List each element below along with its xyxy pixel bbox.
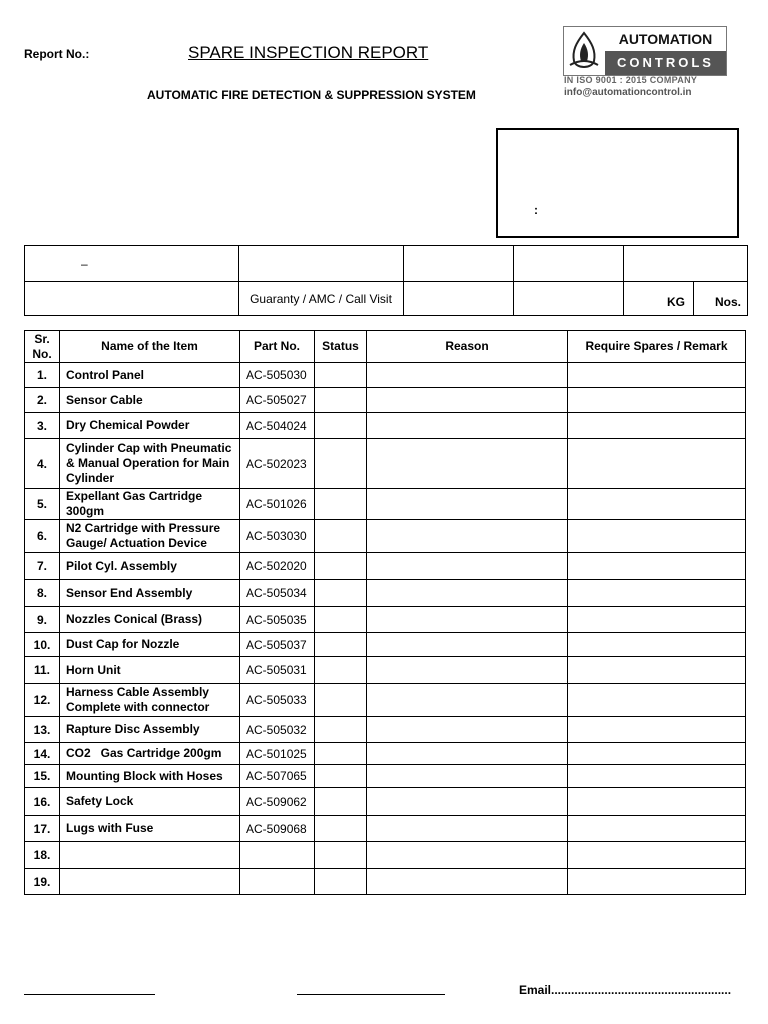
- reason-cell[interactable]: [367, 743, 568, 765]
- reason-cell[interactable]: [367, 553, 568, 580]
- part-no-cell: AC-503030: [240, 520, 315, 553]
- sr-no-cell: 6.: [25, 520, 60, 553]
- logo-email: info@automationcontrol.in: [564, 87, 692, 98]
- status-cell[interactable]: [315, 684, 367, 717]
- reason-cell[interactable]: [367, 788, 568, 816]
- remark-cell[interactable]: [568, 657, 746, 684]
- item-name-cell: Mounting Block with Hoses: [60, 765, 240, 788]
- table-row: [25, 520, 746, 553]
- nos-field[interactable]: Nos.: [694, 282, 748, 316]
- status-cell[interactable]: [315, 657, 367, 684]
- info-cell[interactable]: [514, 246, 624, 282]
- item-name-cell: Lugs with Fuse: [60, 816, 240, 842]
- status-cell[interactable]: [315, 607, 367, 633]
- part-no-cell[interactable]: [240, 869, 315, 895]
- table-row: [25, 816, 746, 842]
- reason-cell[interactable]: [367, 388, 568, 413]
- header-part-no: Part No.: [240, 331, 315, 363]
- remark-cell[interactable]: [568, 388, 746, 413]
- remark-cell[interactable]: [568, 580, 746, 607]
- remark-cell[interactable]: [568, 816, 746, 842]
- item-name-cell: Expellant Gas Cartridge 300gm: [60, 489, 240, 520]
- info-cell[interactable]: [239, 246, 404, 282]
- table-row: [25, 388, 746, 413]
- part-no-cell: AC-505031: [240, 657, 315, 684]
- table-row: [25, 765, 746, 788]
- status-cell[interactable]: [315, 765, 367, 788]
- item-name-cell: Cylinder Cap with Pneumatic & Manual Operation for Main Cylinder: [60, 439, 240, 489]
- part-no-cell: AC-502020: [240, 553, 315, 580]
- part-no-cell: AC-509068: [240, 816, 315, 842]
- part-no-cell: AC-505035: [240, 607, 315, 633]
- remark-cell[interactable]: [568, 553, 746, 580]
- status-cell[interactable]: [315, 743, 367, 765]
- status-cell[interactable]: [315, 816, 367, 842]
- header-status: Status: [315, 331, 367, 363]
- part-no-cell: AC-504024: [240, 413, 315, 439]
- table-row: [25, 553, 746, 580]
- header-reason: Reason: [367, 331, 568, 363]
- info-cell[interactable]: [404, 282, 514, 316]
- item-name-cell: Harness Cable Assembly Complete with connector: [60, 684, 240, 717]
- part-no-cell: AC-505037: [240, 633, 315, 657]
- item-name-cell: Safety Lock: [60, 788, 240, 816]
- item-name-cell: Horn Unit: [60, 657, 240, 684]
- status-cell[interactable]: [315, 388, 367, 413]
- sr-no-cell: 16.: [25, 788, 60, 816]
- info-cell[interactable]: [25, 246, 239, 282]
- sr-no-cell: 9.: [25, 607, 60, 633]
- remark-cell[interactable]: [568, 520, 746, 553]
- sr-no-cell: 19.: [25, 869, 60, 895]
- table-row: [25, 439, 746, 489]
- item-name-cell: Dry Chemical Powder: [60, 413, 240, 439]
- logo-iso-text: IN ISO 9001 : 2015 COMPANY: [564, 75, 698, 85]
- sr-no-cell: 1.: [25, 363, 60, 388]
- remark-cell[interactable]: [568, 439, 746, 489]
- reason-cell[interactable]: [367, 684, 568, 717]
- status-cell[interactable]: [315, 363, 367, 388]
- reason-cell[interactable]: [367, 363, 568, 388]
- reason-cell[interactable]: [367, 842, 568, 869]
- remark-cell[interactable]: [568, 743, 746, 765]
- table-row: [25, 743, 746, 765]
- header-item-name: Name of the Item: [60, 331, 240, 363]
- sr-no-cell: 8.: [25, 580, 60, 607]
- sr-no-cell: 14.: [25, 743, 60, 765]
- remark-cell[interactable]: [568, 413, 746, 439]
- remark-cell[interactable]: [568, 363, 746, 388]
- table-row: [25, 869, 746, 895]
- table-row: [25, 788, 746, 816]
- item-name-cell: Dust Cap for Nozzle: [60, 633, 240, 657]
- item-name-cell: CO2 Gas Cartridge 200gm: [60, 743, 240, 765]
- signature-line-left[interactable]: [24, 994, 155, 995]
- remark-cell[interactable]: [568, 869, 746, 895]
- status-cell[interactable]: [315, 633, 367, 657]
- remark-cell[interactable]: [568, 765, 746, 788]
- part-no-cell: AC-505033: [240, 684, 315, 717]
- part-no-cell[interactable]: [240, 842, 315, 869]
- remark-cell[interactable]: [568, 788, 746, 816]
- remark-cell[interactable]: [568, 842, 746, 869]
- part-no-cell: AC-509062: [240, 788, 315, 816]
- table-row: [25, 413, 746, 439]
- status-cell[interactable]: [315, 580, 367, 607]
- logo-frame: [563, 26, 727, 76]
- sr-no-cell: 15.: [25, 765, 60, 788]
- status-cell[interactable]: [315, 413, 367, 439]
- table-row: [25, 717, 746, 743]
- status-cell[interactable]: [315, 842, 367, 869]
- status-cell[interactable]: [315, 520, 367, 553]
- info-dash: –: [81, 256, 88, 271]
- reason-cell[interactable]: [367, 657, 568, 684]
- remark-cell[interactable]: [568, 633, 746, 657]
- info-box-colon: :: [534, 203, 538, 217]
- sr-no-cell: 10.: [25, 633, 60, 657]
- reason-cell[interactable]: [367, 869, 568, 895]
- item-name-cell: Rapture Disc Assembly: [60, 717, 240, 743]
- sr-no-cell: 12.: [25, 684, 60, 717]
- info-cell[interactable]: [514, 282, 624, 316]
- info-cell[interactable]: [404, 246, 514, 282]
- sr-no-cell: 7.: [25, 553, 60, 580]
- reason-cell[interactable]: [367, 633, 568, 657]
- kg-field[interactable]: KG: [624, 282, 694, 316]
- remark-cell[interactable]: [568, 684, 746, 717]
- status-cell[interactable]: [315, 439, 367, 489]
- table-row: [25, 607, 746, 633]
- sr-no-cell: 17.: [25, 816, 60, 842]
- report-no-label: Report No.:: [24, 47, 90, 61]
- header-remark: Require Spares / Remark: [568, 331, 746, 363]
- reason-cell[interactable]: [367, 607, 568, 633]
- signature-line-center[interactable]: [297, 994, 445, 995]
- table-row: [25, 633, 746, 657]
- reason-cell[interactable]: [367, 580, 568, 607]
- item-name-cell[interactable]: [60, 869, 240, 895]
- status-cell[interactable]: [315, 489, 367, 520]
- item-name-cell: Pilot Cyl. Assembly: [60, 553, 240, 580]
- item-name-cell: Control Panel: [60, 363, 240, 388]
- reason-cell[interactable]: [367, 413, 568, 439]
- items-table: [24, 330, 746, 895]
- page-title: SPARE INSPECTION REPORT: [188, 43, 429, 62]
- remark-cell[interactable]: [568, 607, 746, 633]
- reason-cell[interactable]: [367, 816, 568, 842]
- item-name-cell: Nozzles Conical (Brass): [60, 607, 240, 633]
- part-no-cell: AC-505027: [240, 388, 315, 413]
- sr-no-cell: 11.: [25, 657, 60, 684]
- item-name-cell: Sensor Cable: [60, 388, 240, 413]
- logo-bottom-text: CONTROLS: [605, 51, 726, 75]
- sr-no-cell: 3.: [25, 413, 60, 439]
- part-no-cell: AC-501026: [240, 489, 315, 520]
- item-name-cell[interactable]: [60, 842, 240, 869]
- email-field[interactable]: Email......................................................: [519, 983, 732, 997]
- status-cell[interactable]: [315, 553, 367, 580]
- header-sr-no: Sr. No.: [25, 331, 60, 363]
- item-name-cell: N2 Cartridge with Pressure Gauge/ Actuation Device: [60, 520, 240, 553]
- reason-cell[interactable]: [367, 520, 568, 553]
- status-cell[interactable]: [315, 717, 367, 743]
- sr-no-cell: 2.: [25, 388, 60, 413]
- sr-no-cell: 4.: [25, 439, 60, 489]
- table-row: [25, 489, 746, 520]
- part-no-cell: AC-505034: [240, 580, 315, 607]
- table-row: [25, 363, 746, 388]
- reason-cell[interactable]: [367, 439, 568, 489]
- logo-top-text: AUTOMATION: [618, 31, 713, 47]
- sr-no-cell: 13.: [25, 717, 60, 743]
- visit-type-field[interactable]: Guaranty / AMC / Call Visit: [239, 282, 404, 316]
- table-row: [25, 842, 746, 869]
- info-cell[interactable]: [624, 246, 748, 282]
- table-row: [25, 580, 746, 607]
- part-no-cell: AC-507065: [240, 765, 315, 788]
- part-no-cell: AC-501025: [240, 743, 315, 765]
- page-subtitle: AUTOMATIC FIRE DETECTION & SUPPRESSION SYSTEM: [147, 88, 476, 102]
- part-no-cell: AC-505032: [240, 717, 315, 743]
- part-no-cell: AC-502023: [240, 439, 315, 489]
- remark-cell[interactable]: [568, 489, 746, 520]
- status-cell[interactable]: [315, 788, 367, 816]
- company-logo: [563, 26, 727, 102]
- table-row: [25, 657, 746, 684]
- sr-no-cell: 5.: [25, 489, 60, 520]
- part-no-cell: AC-505030: [240, 363, 315, 388]
- table-row: [25, 684, 746, 717]
- info-cell[interactable]: [25, 282, 239, 316]
- reason-cell[interactable]: [367, 489, 568, 520]
- reason-cell[interactable]: [367, 717, 568, 743]
- status-cell[interactable]: [315, 869, 367, 895]
- item-name-cell: Sensor End Assembly: [60, 580, 240, 607]
- reason-cell[interactable]: [367, 765, 568, 788]
- info-box: [496, 128, 739, 238]
- sr-no-cell: 18.: [25, 842, 60, 869]
- remark-cell[interactable]: [568, 717, 746, 743]
- info-grid: [24, 245, 748, 316]
- flame-emblem-icon: [566, 29, 602, 73]
